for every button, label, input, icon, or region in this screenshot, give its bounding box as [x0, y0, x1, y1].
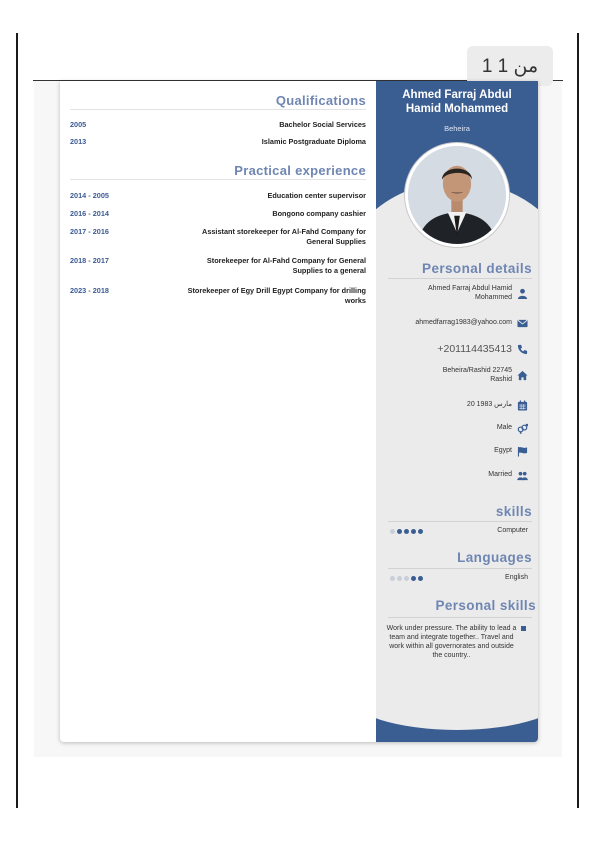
- personal-skills-divider: [388, 617, 532, 618]
- experience-desc: Education center supervisor: [267, 191, 366, 200]
- qualification-desc: Bachelor Social Services: [279, 120, 366, 129]
- qualification-year: 2005: [70, 120, 87, 129]
- level-dot-filled: [404, 529, 409, 534]
- level-dot-filled: [411, 529, 416, 534]
- detail-email-text: ahmedfarrag1983@yahoo.com: [415, 319, 512, 327]
- detail-full-name-text: Ahmed Farraj Abdul Hamid Mohammed: [427, 285, 512, 301]
- qualifications-title: Qualifications: [275, 93, 366, 108]
- qualification-desc: Islamic Postgraduate Diploma: [261, 137, 366, 146]
- profile-region: Beheira: [444, 124, 470, 133]
- personal-details-divider: [388, 278, 532, 279]
- level-dot-filled: [418, 529, 423, 534]
- home-icon: [517, 370, 528, 381]
- detail-birth-date-text: 20 مارس 1983: [466, 401, 512, 409]
- detail-marital-status-text: Married: [488, 471, 512, 479]
- viewer-right-border: [577, 33, 579, 808]
- experience-desc: Assistant storekeeper for Al-Fahd Company for General Supplies: [202, 227, 366, 246]
- detail-nationality: [494, 446, 528, 457]
- experience-desc: Bongono company cashier: [272, 209, 366, 218]
- skill-name: Computer: [497, 527, 528, 534]
- portrait-photo: [408, 146, 506, 244]
- level-dot-empty: [397, 576, 402, 581]
- qualifications-divider: [70, 109, 366, 110]
- flag-icon: [517, 446, 528, 457]
- experience-years: 2023 - 2018: [70, 286, 109, 295]
- level-dot-filled: [411, 576, 416, 581]
- detail-address: [442, 367, 528, 384]
- detail-nationality-text: Egypt: [494, 447, 512, 455]
- experience-title: Practical experience: [234, 163, 366, 178]
- envelope-icon: [517, 318, 528, 329]
- personal-details-title: Personal details: [422, 261, 532, 276]
- users-icon: [517, 470, 528, 481]
- detail-phone: [437, 344, 528, 355]
- skills-title: skills: [495, 504, 532, 519]
- qualification-year: 2013: [70, 137, 87, 146]
- personal-skills-title: Personal skills: [435, 598, 536, 613]
- main-column: [60, 81, 376, 742]
- detail-email: [415, 318, 528, 329]
- detail-full-name: [402, 285, 528, 302]
- detail-gender: [497, 423, 528, 434]
- level-dot-filled: [418, 576, 423, 581]
- experience-desc: Storekeeper of Egy Drill Egypt Company for drilling works: [187, 286, 366, 305]
- profile-name-line1: Ahmed Farraj Abdul: [402, 89, 512, 101]
- detail-marital-status: [488, 470, 528, 481]
- experience-years: 2016 - 2014: [70, 209, 109, 218]
- detail-phone-text: +201114435413: [437, 343, 512, 356]
- level-dot-empty: [390, 576, 395, 581]
- profile-name-line2: Hamid Mohammed: [405, 103, 509, 115]
- user-icon: [517, 288, 528, 299]
- viewer-left-border: [16, 33, 18, 808]
- footer-curve: [376, 718, 538, 730]
- sidebar: [376, 81, 538, 742]
- cv-document[interactable]: [60, 81, 538, 742]
- language-item: [505, 574, 528, 583]
- experience-divider: [70, 179, 366, 180]
- personal-skills-text: Work under pressure. The ability to lead a team and integrate together.. Travel and work within all governorates and outside the country..: [386, 625, 517, 659]
- language-name: English: [505, 574, 528, 581]
- level-dot-filled: [397, 529, 402, 534]
- detail-address-text: Beheira/Rashid 22745 Rashid: [442, 367, 512, 383]
- level-dot-empty: [404, 576, 409, 581]
- sidebar-footer: [376, 718, 538, 742]
- experience-years: 2017 - 2016: [70, 227, 109, 236]
- languages-divider: [388, 568, 532, 569]
- skill-item: [497, 527, 528, 536]
- experience-years: 2018 - 2017: [70, 256, 109, 265]
- avatar: [405, 143, 509, 247]
- phone-icon: [517, 344, 528, 355]
- skill-level-meter: [390, 529, 423, 534]
- profile-name: [376, 88, 538, 116]
- personal-skills-item: [386, 624, 526, 660]
- languages-title: Languages: [457, 550, 532, 565]
- detail-gender-text: Male: [496, 424, 512, 432]
- gender-icon: [517, 423, 528, 434]
- skills-divider: [388, 521, 532, 522]
- detail-birth-date: [467, 400, 528, 411]
- page-indicator: 1 من 1: [467, 46, 553, 86]
- experience-desc: Storekeeper for Al-Fahd Company for General Supplies to a general: [206, 256, 366, 275]
- calendar-icon: [517, 400, 528, 411]
- language-level-meter: [390, 576, 423, 581]
- level-dot-empty: [390, 529, 395, 534]
- experience-years: 2014 - 2005: [70, 191, 109, 200]
- square-bullet-icon: [521, 626, 526, 631]
